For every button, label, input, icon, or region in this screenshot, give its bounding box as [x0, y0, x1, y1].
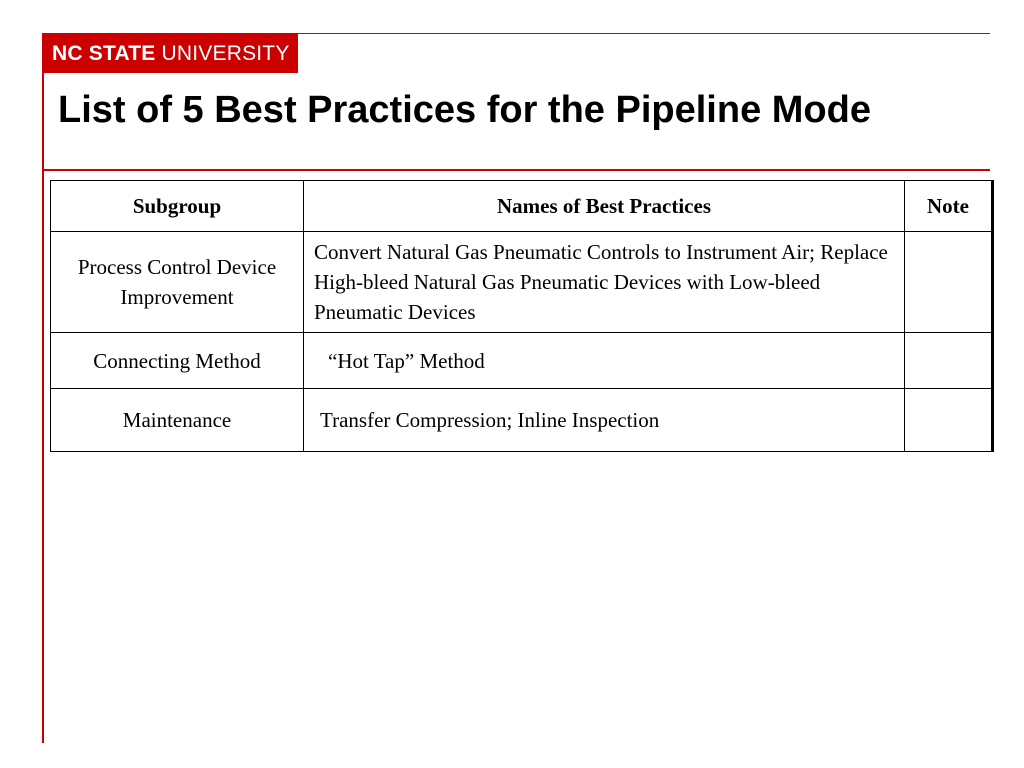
nc-state-university-logo: [44, 34, 298, 73]
table-row: [51, 232, 993, 333]
subgroup-cell: Maintenance: [51, 389, 304, 452]
subgroup-cell: Process Control Device Improvement: [51, 232, 304, 333]
logo-text-regular: UNIVERSITY: [155, 42, 290, 65]
subgroup-cell: Connecting Method: [51, 333, 304, 389]
left-red-rule: [42, 33, 44, 743]
note-cell: [905, 389, 993, 452]
note-cell: [905, 333, 993, 389]
table-header-row: [51, 181, 993, 232]
header-note: Note: [905, 181, 993, 232]
header-names-of-best-practices: Names of Best Practices: [304, 181, 905, 232]
table-row: [51, 333, 993, 389]
best-practices-table: [50, 180, 994, 452]
note-cell: [905, 232, 993, 333]
logo-text-bold: NC STATE: [52, 42, 156, 65]
best-practice-names-cell: Convert Natural Gas Pneumatic Controls to Instrument Air; Replace High-bleed Natural Gas Pneumatic Devices with Low-bleed Pneumatic Devices: [304, 232, 905, 333]
best-practice-names-cell: Transfer Compression; Inline Inspection: [304, 389, 905, 452]
best-practice-names-cell: “Hot Tap” Method: [304, 333, 905, 389]
slide-title: List of 5 Best Practices for the Pipeline Mode: [58, 89, 871, 131]
title-divider-rule: [42, 169, 990, 171]
header-subgroup: Subgroup: [51, 181, 304, 232]
table-row: [51, 389, 993, 452]
